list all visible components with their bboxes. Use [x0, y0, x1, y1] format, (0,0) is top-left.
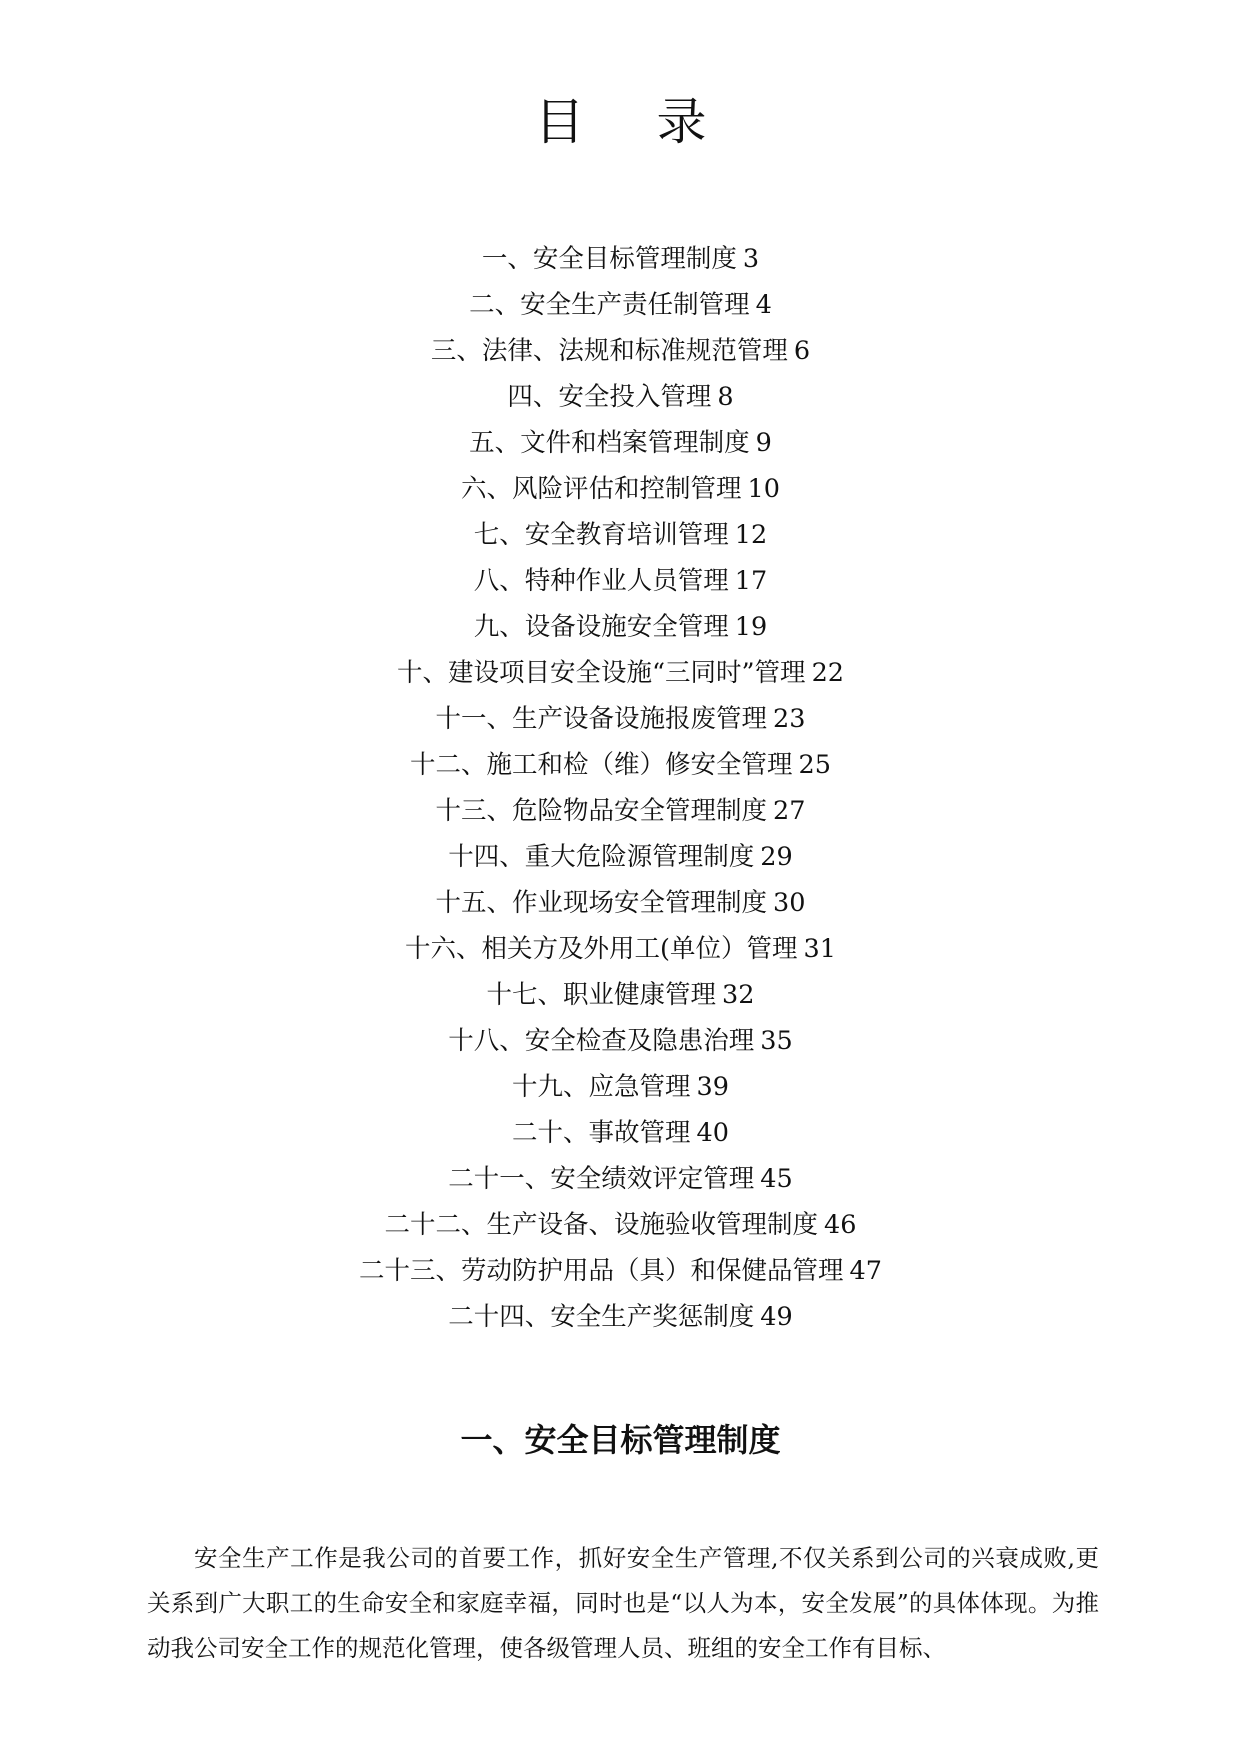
toc-item-label: 九、设备设施安全管理	[473, 612, 729, 642]
toc-item-label: 八、特种作业人员管理	[473, 566, 729, 596]
toc-item[interactable]	[0, 834, 1241, 880]
toc-item-label: 十二、施工和检（维）修安全管理	[410, 750, 793, 780]
toc-item-page: 8	[717, 382, 734, 412]
toc-item[interactable]	[0, 696, 1241, 742]
toc-item[interactable]	[0, 420, 1241, 466]
toc-item-page: 39	[696, 1072, 729, 1102]
toc-item-label: 二十三、劳动防护用品（具）和保健品管理	[359, 1256, 844, 1286]
toc-item[interactable]	[0, 374, 1241, 420]
toc-item-page: 25	[798, 750, 831, 780]
toc-title: 目录	[534, 93, 779, 151]
toc-item-label: 一、安全目标管理制度	[481, 244, 737, 274]
toc-item-label: 十九、应急管理	[512, 1072, 691, 1102]
toc-item[interactable]	[0, 1202, 1241, 1248]
toc-item-label: 十五、作业现场安全管理制度	[435, 888, 768, 918]
toc-item-page: 30	[773, 888, 806, 918]
toc-item[interactable]	[0, 282, 1241, 328]
toc-item[interactable]	[0, 1064, 1241, 1110]
toc-item-label: 二十一、安全绩效评定管理	[448, 1164, 755, 1194]
toc-item-page: 45	[760, 1164, 793, 1194]
toc-item-page: 32	[722, 980, 755, 1010]
section-heading: 一、安全目标管理制度	[460, 1421, 781, 1459]
toc-item[interactable]	[0, 1110, 1241, 1156]
toc-item-page: 9	[755, 428, 772, 458]
toc-item[interactable]	[0, 1156, 1241, 1202]
toc-item-page: 40	[696, 1118, 729, 1148]
toc-item[interactable]	[0, 788, 1241, 834]
toc-item-page: 17	[734, 566, 768, 596]
toc-item-page: 46	[824, 1210, 857, 1240]
toc-item-page: 3	[742, 244, 760, 274]
toc-item-page: 27	[773, 796, 806, 826]
toc-item-page: 22	[811, 658, 845, 688]
toc-item-label: 七、安全教育培训管理	[473, 520, 729, 550]
toc-item-label: 十七、职业健康管理	[486, 980, 717, 1010]
toc-item[interactable]	[0, 604, 1241, 650]
toc-item-label: 十四、重大危险源管理制度	[448, 842, 755, 872]
toc-item-label: 二十二、生产设备、设施验收管理制度	[384, 1210, 819, 1240]
toc-item-page: 31	[803, 934, 836, 964]
toc-item-page: 6	[793, 336, 811, 366]
toc-item-label: 十六、相关方及外用工(单位）管理	[405, 934, 798, 964]
toc-item-label: 十、建设项目安全设施“三同时”管理	[396, 658, 806, 688]
toc-item-page: 10	[747, 474, 780, 504]
toc-item-page: 4	[755, 290, 772, 320]
toc-item[interactable]	[0, 558, 1241, 604]
toc-item-label: 四、安全投入管理	[507, 382, 712, 412]
toc-item[interactable]	[0, 650, 1241, 696]
toc-item[interactable]	[0, 742, 1241, 788]
toc-item-label: 五、文件和档案管理制度	[469, 428, 750, 458]
toc-item[interactable]	[0, 1294, 1241, 1340]
toc-item[interactable]	[0, 880, 1241, 926]
toc-item-label: 二、安全生产责任制管理	[469, 290, 750, 320]
toc-item[interactable]	[0, 466, 1241, 512]
toc-item-label: 十三、危险物品安全管理制度	[435, 796, 768, 826]
toc-item[interactable]	[0, 972, 1241, 1018]
toc-item-page: 19	[734, 612, 768, 642]
toc-item[interactable]	[0, 236, 1241, 282]
toc-item-label: 十一、生产设备设施报废管理	[435, 704, 768, 734]
toc-item-page: 12	[734, 520, 768, 550]
toc-item-page: 35	[760, 1026, 793, 1056]
toc-item-label: 二十、事故管理	[512, 1118, 691, 1148]
toc-item[interactable]	[0, 926, 1241, 972]
toc-item-label: 六、风险评估和控制管理	[461, 474, 742, 504]
toc-item-page: 49	[760, 1302, 793, 1332]
toc-item-page: 23	[773, 704, 806, 734]
body-paragraph: 安全生产工作是我公司的首要工作，抓好安全生产管理,不仅关系到公司的兴衰成败,更关系到广大职工的生命安全和家庭幸福，同时也是“以人为本，安全发展”的具体体现。为推动我公司安全工作的规范化管理，使各级管理人员、班组的安全工作有目标、	[147, 1544, 1099, 1662]
toc-item-page: 47	[849, 1256, 882, 1286]
toc-list	[0, 236, 1241, 1340]
toc-item[interactable]	[0, 1018, 1241, 1064]
toc-item-label: 十八、安全检查及隐患治理	[448, 1026, 755, 1056]
toc-item-label: 三、法律、法规和标准规范管理	[430, 336, 788, 366]
toc-item[interactable]	[0, 328, 1241, 374]
toc-item[interactable]	[0, 1248, 1241, 1294]
toc-item[interactable]	[0, 512, 1241, 558]
toc-item-label: 二十四、安全生产奖惩制度	[448, 1302, 755, 1332]
toc-item-page: 29	[760, 842, 793, 872]
